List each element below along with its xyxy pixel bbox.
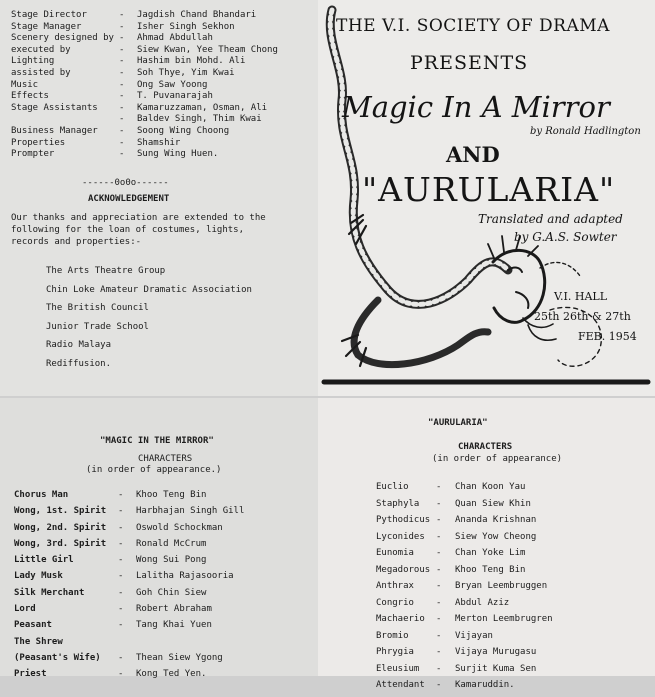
role-label: Stage Manager [11, 21, 82, 32]
person-name: Abdul Aziz [455, 597, 510, 608]
role-label: Pythodicus [376, 515, 431, 525]
person-name: Chan Koon Yau [455, 482, 526, 492]
separator-dash: - [118, 652, 124, 663]
role-label: Stage Director [11, 10, 87, 20]
person-name: Lalitha Rajasooria [136, 571, 234, 582]
cast-row [376, 581, 646, 598]
aurularia-cast-panel [318, 398, 655, 690]
magic-characters-heading: CHARACTERS [138, 454, 193, 464]
aurularia-cast-list [376, 482, 646, 697]
person-name: Sung Wing Huen. [137, 149, 219, 160]
separator-dash: - [436, 564, 442, 575]
separator-dash: - [119, 125, 125, 136]
cast-row [376, 532, 646, 549]
ack-item: The British Council [46, 303, 149, 314]
person-name: Thean Siew Ygong [136, 652, 223, 663]
separator-dash: - [119, 79, 125, 90]
cast-row [14, 555, 314, 571]
person-name: Vijaya Murugasu [455, 647, 537, 657]
person-name: Isher Singh Sekhon [137, 21, 235, 32]
role-label: Lighting [11, 56, 55, 67]
separator-dash: - [118, 555, 124, 566]
cast-row [14, 653, 314, 669]
aurularia-order-note: (in order of appearance) [432, 454, 563, 464]
poster-play1: Magic In A Mirror [342, 90, 610, 124]
separator-dash: - [118, 571, 124, 582]
poster-and: AND [446, 142, 500, 167]
role-label: Machaerio [376, 614, 425, 624]
separator-dash: - [436, 680, 442, 690]
separator-dash: - [436, 630, 442, 641]
role-label: Bromio [376, 630, 409, 641]
ack-item: Junior Trade School [46, 321, 149, 332]
cast-row [14, 506, 314, 522]
separator-dash: - [118, 522, 124, 533]
cast-row [376, 598, 646, 615]
person-name: Baldev Singh, Thim Kwai [137, 114, 262, 125]
person-name: Kamaruddin. [455, 680, 515, 690]
magic-title: "MAGIC IN THE MIRROR" [100, 436, 214, 446]
separator-dash: - [118, 620, 124, 631]
cast-row [376, 548, 646, 565]
magic-cast-panel [0, 398, 318, 680]
role-label: Eleusium [376, 663, 420, 674]
role-label: Properties [11, 137, 66, 148]
separator-dash: - [119, 33, 125, 44]
cast-row [14, 588, 314, 604]
cast-row [14, 620, 314, 636]
separator-dash: - [436, 581, 442, 591]
role-label: Chorus Man [14, 490, 69, 500]
separator-dash: - [119, 67, 125, 78]
crew-panel [0, 0, 318, 396]
acknowledgement-text: Our thanks and appreciation are extended to the following for the loan of costumes, lights, records and properties:- [11, 213, 266, 247]
role-label: Prompter [11, 149, 55, 160]
person-name: Surjit Kuma Sen [455, 663, 537, 674]
separator-dash: - [119, 137, 125, 148]
separator-dash: - [119, 21, 125, 32]
cast-row [14, 571, 314, 587]
cast-row [376, 515, 646, 532]
role-label: Attendant [376, 680, 425, 690]
aurularia-characters-heading: CHARACTERS [458, 442, 513, 452]
role-label: Peasant [14, 620, 52, 631]
person-name: Shamshir [137, 137, 181, 148]
cast-row [376, 631, 646, 648]
role-label: Lyconides [376, 531, 425, 542]
separator-dash: - [119, 149, 125, 160]
separator-dash: - [118, 604, 124, 615]
person-name: Khoo Teng Bin [136, 490, 207, 500]
role-label: Wong, 3rd. Spirit [14, 538, 107, 549]
separator-dash: - [119, 44, 125, 55]
role-label: Wong, 2nd. Spirit [14, 522, 107, 533]
magic-order-note: (in order of appearance.) [86, 465, 222, 475]
person-name: Robert Abraham [136, 604, 212, 615]
role-label: assisted by [11, 67, 71, 78]
person-name: T. Puvanarajah [137, 91, 213, 102]
cast-row [14, 669, 314, 685]
poster-translated: Translated and adapted [478, 212, 623, 226]
poster-venue: V.I. HALL [554, 290, 608, 303]
acknowledgement-heading: ACKNOWLEDGEMENT [88, 194, 170, 204]
poster-society: THE V.I. SOCIETY OF DRAMA [336, 16, 610, 36]
person-name: Soong Wing Choong [137, 125, 230, 136]
separator-dash: - [436, 663, 442, 674]
person-name: Bryan Leembruggen [455, 581, 548, 591]
poster-presents: PRESENTS [410, 52, 529, 74]
cast-row [376, 680, 646, 697]
role-label: Staphyla [376, 498, 420, 509]
cast-row [376, 664, 646, 681]
ack-item: Rediffusion. [46, 358, 112, 369]
separator-dash: - [436, 614, 442, 624]
cast-row [14, 490, 314, 506]
poster-translator: by G.A.S. Sowter [514, 230, 617, 244]
poster-play1-author: by Ronald Hadlington [530, 126, 641, 137]
person-name: Ronald McCrum [136, 538, 207, 549]
role-label: Lord [14, 604, 36, 615]
cast-row [376, 565, 646, 582]
cast-row [14, 539, 314, 555]
cast-row [14, 604, 314, 620]
role-label: Silk Merchant [14, 587, 85, 598]
separator-dash: - [118, 669, 124, 680]
separator-dash: - [436, 548, 442, 558]
role-label: Music [11, 79, 39, 90]
role-label: executed by [11, 44, 71, 55]
person-name: Goh Chin Siew [136, 587, 207, 598]
cast-row [376, 647, 646, 664]
cast-row [14, 637, 314, 653]
person-name: Oswold Schockman [136, 522, 223, 533]
separator-dash: - [436, 515, 442, 525]
role-label: Congrio [376, 597, 414, 608]
divider: ------0o0o------ [82, 178, 169, 188]
poster-dates: 25th 26th & 27th [534, 310, 631, 323]
separator-dash: - [436, 597, 442, 608]
role-label: Wong, 1st. Spirit [14, 506, 107, 517]
person-name: Hashim bin Mohd. Ali [137, 56, 246, 67]
poster-panel [318, 0, 655, 396]
poster-month: FEB. 1954 [578, 330, 637, 343]
person-name: Vijayan [455, 630, 493, 641]
cast-row [376, 482, 646, 499]
separator-dash: - [119, 10, 125, 20]
separator-dash: - [119, 102, 125, 113]
separator-dash: - [118, 538, 124, 549]
person-name: Ong Saw Yoong [137, 79, 208, 90]
person-name: Soh Thye, Yim Kwai [137, 67, 235, 78]
person-name: Harbhajan Singh Gill [136, 506, 245, 517]
role-label: Megadorous [376, 564, 431, 575]
separator-dash: - [119, 56, 125, 67]
role-label: Priest [14, 669, 47, 680]
aurularia-title: "AURULARIA" [428, 418, 488, 428]
cast-row [376, 614, 646, 631]
person-name: Siew Kwan, Yee Theam Chong [137, 44, 278, 55]
person-name: Siew Yow Cheong [455, 531, 537, 542]
ack-item: Chin Loke Amateur Dramatic Association [46, 284, 252, 295]
person-name: Kong Ted Yen. [136, 669, 207, 680]
separator-dash: - [119, 114, 125, 125]
person-name: Ahmad Abdullah [137, 33, 213, 44]
role-label: Euclio [376, 482, 409, 492]
separator-dash: - [436, 531, 442, 542]
acknowledgement-list [46, 262, 252, 374]
person-name: Ananda Krishnan [455, 515, 537, 525]
role-label: Phrygia [376, 647, 414, 657]
magic-cast-list [14, 490, 314, 686]
person-name: Merton Leembrugren [455, 614, 553, 624]
person-name: Quan Siew Khin [455, 498, 531, 509]
poster-play2: "AURULARIA" [362, 170, 616, 209]
separator-dash: - [436, 498, 442, 509]
role-label: Effects [11, 91, 49, 102]
role-label: Eunomia [376, 548, 414, 558]
separator-dash: - [119, 91, 125, 102]
person-name: Kamaruzzaman, Osman, Ali [137, 102, 268, 113]
separator-dash: - [436, 482, 442, 492]
ack-item: Radio Malaya [46, 340, 112, 351]
role-label: The Shrew [14, 636, 63, 647]
separator-dash: - [118, 490, 124, 500]
separator-dash: - [118, 587, 124, 598]
cast-row [376, 499, 646, 516]
cast-row [14, 523, 314, 539]
role-label: Lady Musk [14, 571, 63, 582]
role-label: Stage Assistants [11, 102, 98, 113]
separator-dash: - [436, 647, 442, 657]
role-label: Scenery designed by [11, 33, 114, 44]
person-name: Chan Yoke Lim [455, 548, 526, 558]
person-name: Tang Khai Yuen [136, 620, 212, 631]
person-name: Wong Sui Pong [136, 555, 207, 566]
role-label: Business Manager [11, 125, 98, 136]
role-label: Little Girl [14, 555, 74, 566]
ack-item: The Arts Theatre Group [46, 266, 166, 276]
separator-dash: - [118, 506, 124, 517]
person-name: Khoo Teng Bin [455, 564, 526, 575]
role-label: (Peasant's Wife) [14, 652, 101, 663]
role-label: Anthrax [376, 581, 414, 591]
person-name: Jagdish Chand Bhandari [137, 10, 257, 20]
